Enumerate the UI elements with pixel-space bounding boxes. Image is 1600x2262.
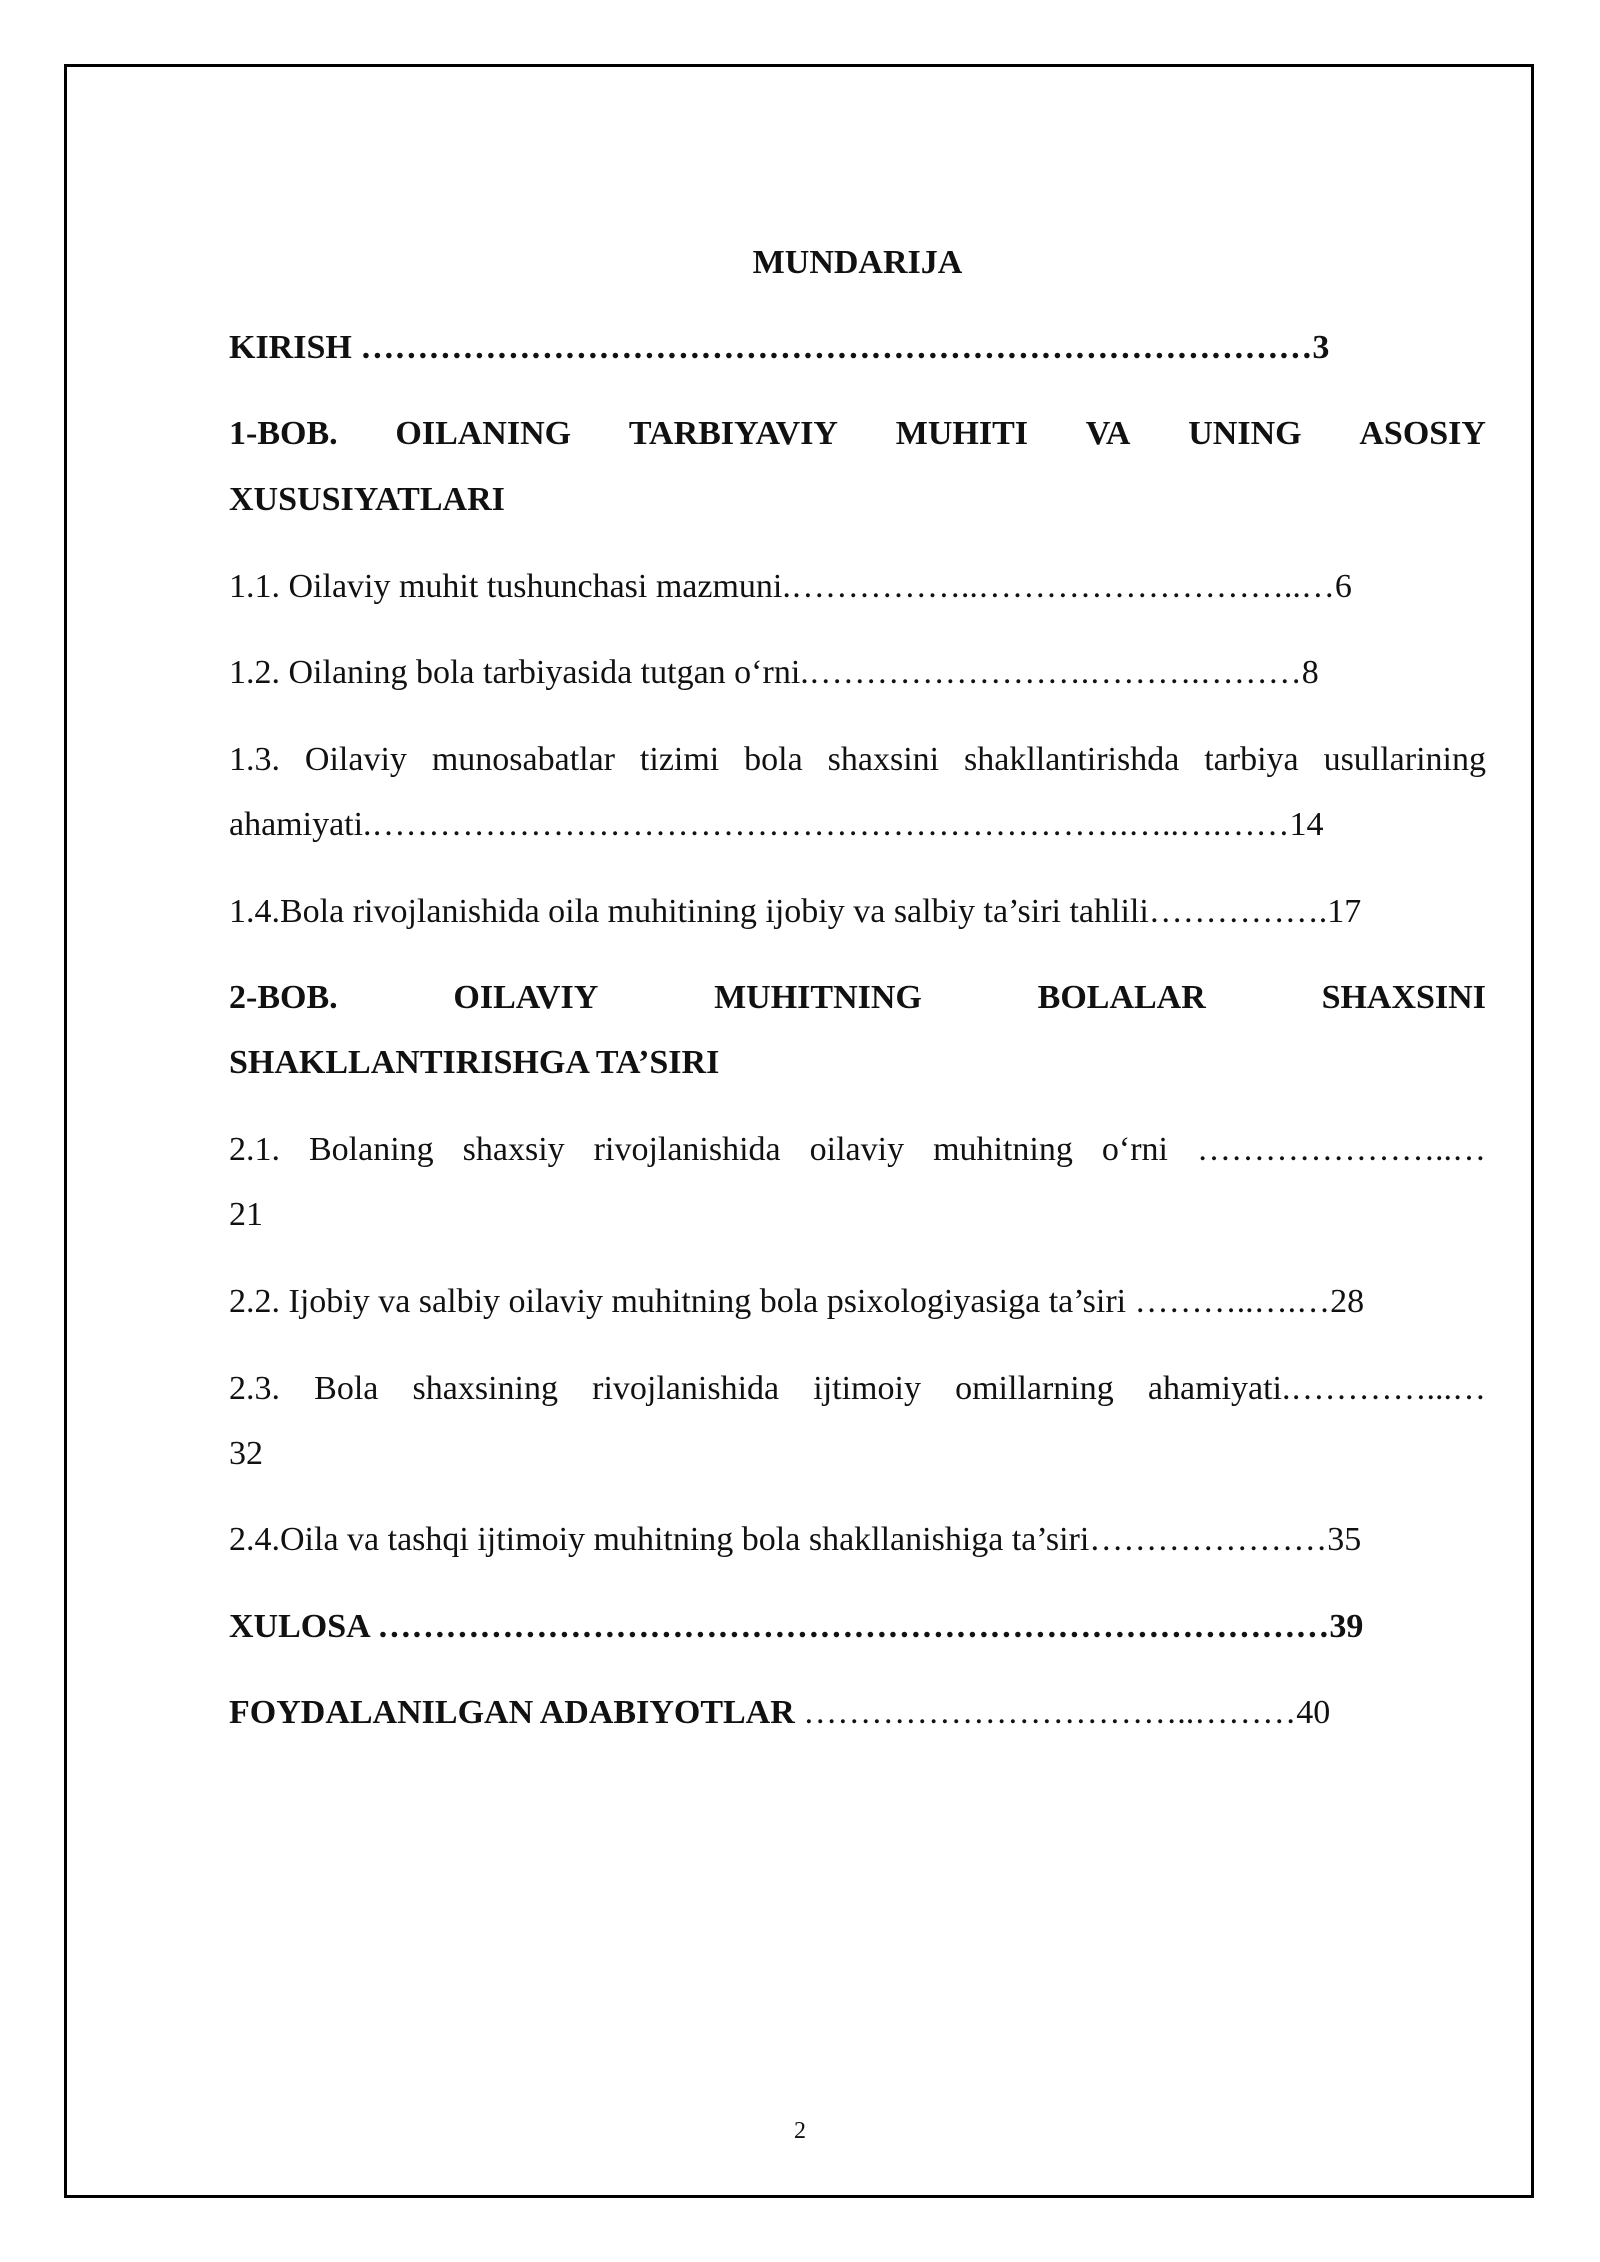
toc-word: TARBIYAVIY xyxy=(628,415,838,452)
toc-word: omillarning xyxy=(955,1370,1114,1407)
toc-section-1-4: 1.4.Bola rivojlanishida oila muhitining ijobiy va salbiy ta’siri tahlili…………….17 xyxy=(229,893,1362,930)
toc-word: VA xyxy=(1085,415,1131,452)
toc-word: 2.3. xyxy=(229,1370,280,1407)
toc-entry-xulosa xyxy=(229,1604,1486,1650)
toc-entry-kirish-label: KIRISH …………………………………………………………………………3 xyxy=(229,329,1330,366)
toc-word: oilaviy xyxy=(809,1131,905,1168)
toc-word: SHAXSINI xyxy=(1321,979,1486,1016)
toc-section-2-3-line1 xyxy=(229,1366,1486,1412)
toc-word: rivojlanishida xyxy=(592,1370,780,1407)
toc-section-2-1-line2: 21 xyxy=(229,1196,263,1233)
toc-word: ahamiyati.…………...… xyxy=(1147,1370,1486,1407)
toc-word: tizimi xyxy=(639,741,720,778)
toc-chapter-2-line1 xyxy=(229,975,1486,1021)
toc-word: o‘rni xyxy=(1101,1131,1168,1168)
toc-word: bola xyxy=(744,741,803,778)
toc-word: 1-BOB. xyxy=(229,415,338,452)
toc-word: 2-BOB. xyxy=(229,979,338,1016)
toc-entry-adabiyotlar-label: FOYDALANILGAN ADABIYOTLAR xyxy=(229,1694,795,1731)
toc-word: BOLALAR xyxy=(1037,979,1206,1016)
toc-word: 1.3. xyxy=(229,741,280,778)
toc-word: tarbiya xyxy=(1204,741,1299,778)
toc-word: munosabatlar xyxy=(431,741,615,778)
toc-word: shakllantirishda xyxy=(964,741,1180,778)
toc-entry-xulosa-label: XULOSA …………………………………………………………………………39 xyxy=(229,1608,1364,1645)
toc-word: UNING xyxy=(1188,415,1302,452)
toc-word: 2.1. xyxy=(229,1131,280,1168)
toc-entry-adabiyotlar-leader: ……………………………..………40 xyxy=(794,1694,1331,1731)
toc-chapter-1-line1 xyxy=(229,411,1486,457)
toc-word: muhitning xyxy=(933,1131,1073,1168)
toc-word: ASOSIY xyxy=(1359,415,1486,452)
toc-section-1-3-line1 xyxy=(229,737,1486,783)
toc-word: rivojlanishida xyxy=(593,1131,781,1168)
toc-section-1-2: 1.2. Oilaning bola tarbiyasida tutgan o‘rni.…………………….……….………8 xyxy=(229,654,1319,691)
toc-section-1-1: 1.1. Oilaviy muhit tushunchasi mazmuni.……………..………………………..…6 xyxy=(229,568,1352,605)
toc-chapter-1-line2: XUSUSIYATLARI xyxy=(229,481,505,518)
toc-word: …………………..… xyxy=(1196,1131,1486,1168)
toc-section-2-2: 2.2. Ijobiy va salbiy oilaviy muhitning bola psixologiyasiga ta’siri ………..….…28 xyxy=(229,1283,1365,1320)
toc-word: Bolaning xyxy=(309,1131,434,1168)
toc-chapter-2-line2: SHAKLLANTIRISHGA TA’SIRI xyxy=(229,1044,720,1081)
toc-word: OILANING xyxy=(395,415,572,452)
toc-word: MUHITNING xyxy=(714,979,922,1016)
toc-word: usullarining xyxy=(1323,741,1486,778)
page-number: 2 xyxy=(794,2118,806,2144)
toc-word: shaxsini xyxy=(827,741,940,778)
toc-word: shaxsiy xyxy=(462,1131,565,1168)
toc-word: MUHITI xyxy=(895,415,1028,452)
toc-section-1-3-line2: ahamiyati.………………………………………………………….…..….……14 xyxy=(229,806,1324,843)
toc-word: Oilaviy xyxy=(304,741,407,778)
toc-word: Bola xyxy=(314,1370,379,1407)
toc-section-2-4: 2.4.Oila va tashqi ijtimoiy muhitning bola shakllanishiga ta’siri…………………35 xyxy=(229,1521,1362,1558)
toc-entry-adabiyotlar xyxy=(229,1690,1486,1736)
toc-section-2-3-line2: 32 xyxy=(229,1435,263,1472)
toc-word: OILAVIY xyxy=(453,979,599,1016)
toc-section-2-1-line1 xyxy=(229,1127,1486,1173)
toc-entry-kirish xyxy=(229,325,1486,371)
toc-title: MUNDARIJA xyxy=(752,244,963,281)
toc-word: ijtimoiy xyxy=(813,1370,921,1407)
toc-word: shaxsining xyxy=(412,1370,558,1407)
